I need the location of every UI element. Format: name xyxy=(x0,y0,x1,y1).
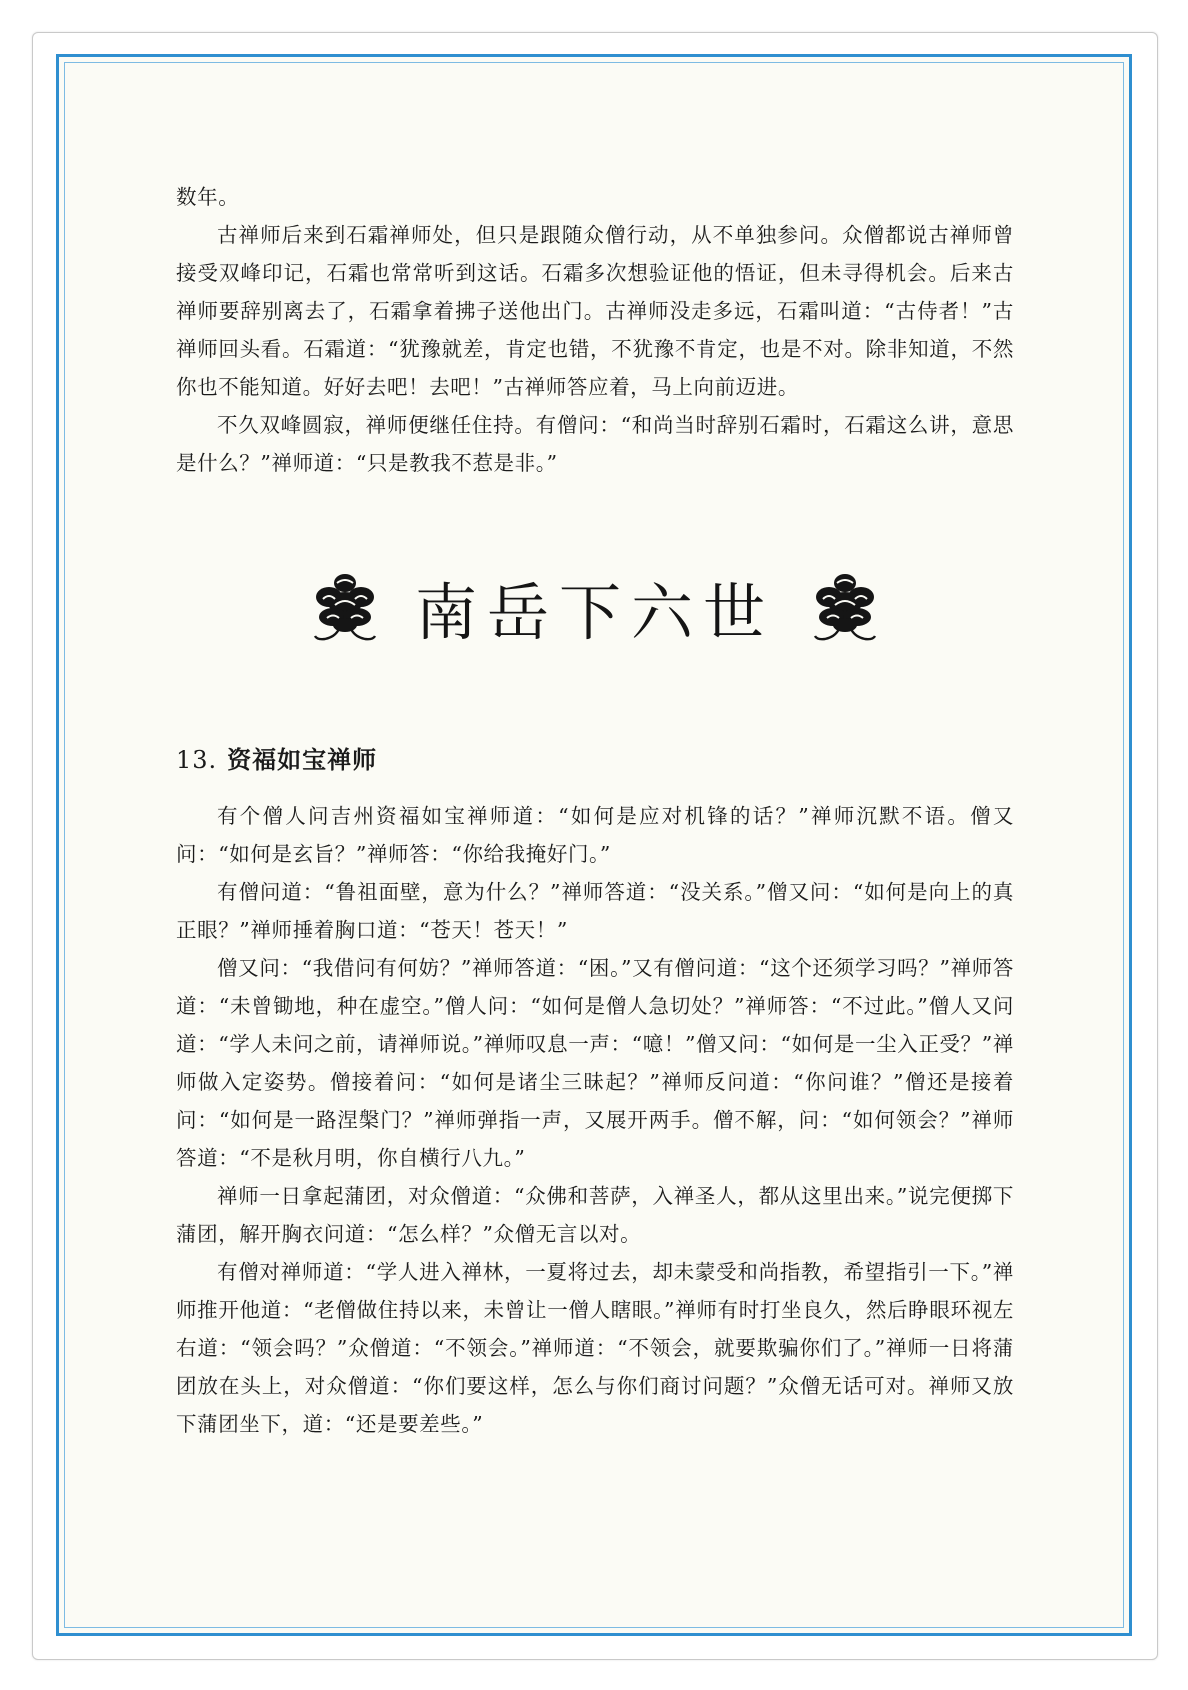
paragraph: 数年。 xyxy=(176,185,240,209)
paragraph: 古禅师后来到石霜禅师处，但只是跟随众僧行动，从不单独参问。众僧都说古禅师曾接受双峰印记，石霜也常常听到这话。石霜多次想验证他的悟证，但未寻得机会。后来古禅师要辞别离去了，石霜拿着拂子送他出门。古禅师没走多远，石霜叫道：“古侍者！”古禅师回头看。石霜道：“犹豫就差，肯定也错，不犹豫不肯定，也是不对。除非知道，不然你也不能知道。好好去吧！去吧！”古禅师答应着，马上向前迈进。 xyxy=(176,223,1014,399)
page-content xyxy=(176,178,1014,1443)
paragraph: 僧又问：“我借问有何妨？”禅师答道：“困。”又有僧问道：“这个还须学习吗？”禅师答道：“未曾锄地，种在虚空。”僧人问：“如何是僧人急切处？”禅师答：“不过此。”僧人又问道：“学人未问之前，请禅师说。”禅师叹息一声：“噫！”僧又问：“如何是一尘入正受？”禅师做入定姿势。僧接着问：“如何是诸尘三昧起？”禅师反问道：“你问谁？”僧还是接着问：“如何是一路涅槃门？”禅师弹指一声，又展开两手。僧不解，问：“如何领会？”禅师答道：“不是秋月明，你自横行八九。” xyxy=(176,956,1014,1170)
subsection-number: 13. xyxy=(176,746,218,774)
paragraph: 禅师一日拿起蒲团，对众僧道：“众佛和菩萨，入禅圣人，都从这里出来。”说完便掷下蒲团，解开胸衣问道：“怎么样？”众僧无言以对。 xyxy=(176,1184,1014,1246)
paragraph: 有僧对禅师道：“学人进入禅林，一夏将过去，却未蒙受和尚指教，希望指引一下。”禅师推开他道：“老僧做住持以来，未曾让一僧人瞎眼。”禅师有时打坐良久，然后睁眼环视左右道：“领会吗？”众僧道：“不领会。”禅师道：“不领会，就要欺骗你们了。”禅师一日将蒲团放在头上，对众僧道：“你们要这样，怎么与你们商讨问题？”众僧无话可对。禅师又放下蒲团坐下，道：“还是要差些。” xyxy=(176,1260,1014,1436)
subsection-heading xyxy=(176,740,1014,775)
paragraph: 有个僧人问吉州资福如宝禅师道：“如何是应对机锋的话？”禅师沉默不语。僧又问：“如何是玄旨？”禅师答：“你给我掩好门。” xyxy=(176,804,1014,866)
subsection-title: 资福如宝禅师 xyxy=(227,745,378,774)
cloud-ornament-icon xyxy=(809,569,881,645)
paragraph: 不久双峰圆寂，禅师便继任住持。有僧问：“和尚当时辞别石霜时，石霜这么讲，意思是什么？”禅师道：“只是教我不惹是非。” xyxy=(176,413,1014,475)
cloud-ornament-icon xyxy=(309,569,381,645)
section-title: 南岳下六世 xyxy=(414,575,775,649)
section-heading xyxy=(176,492,1014,722)
paragraph: 有僧问道：“鲁祖面壁，意为什么？”禅师答道：“没关系。”僧又问：“如何是向上的真正眼？”禅师捶着胸口道：“苍天！苍天！” xyxy=(176,880,1014,942)
